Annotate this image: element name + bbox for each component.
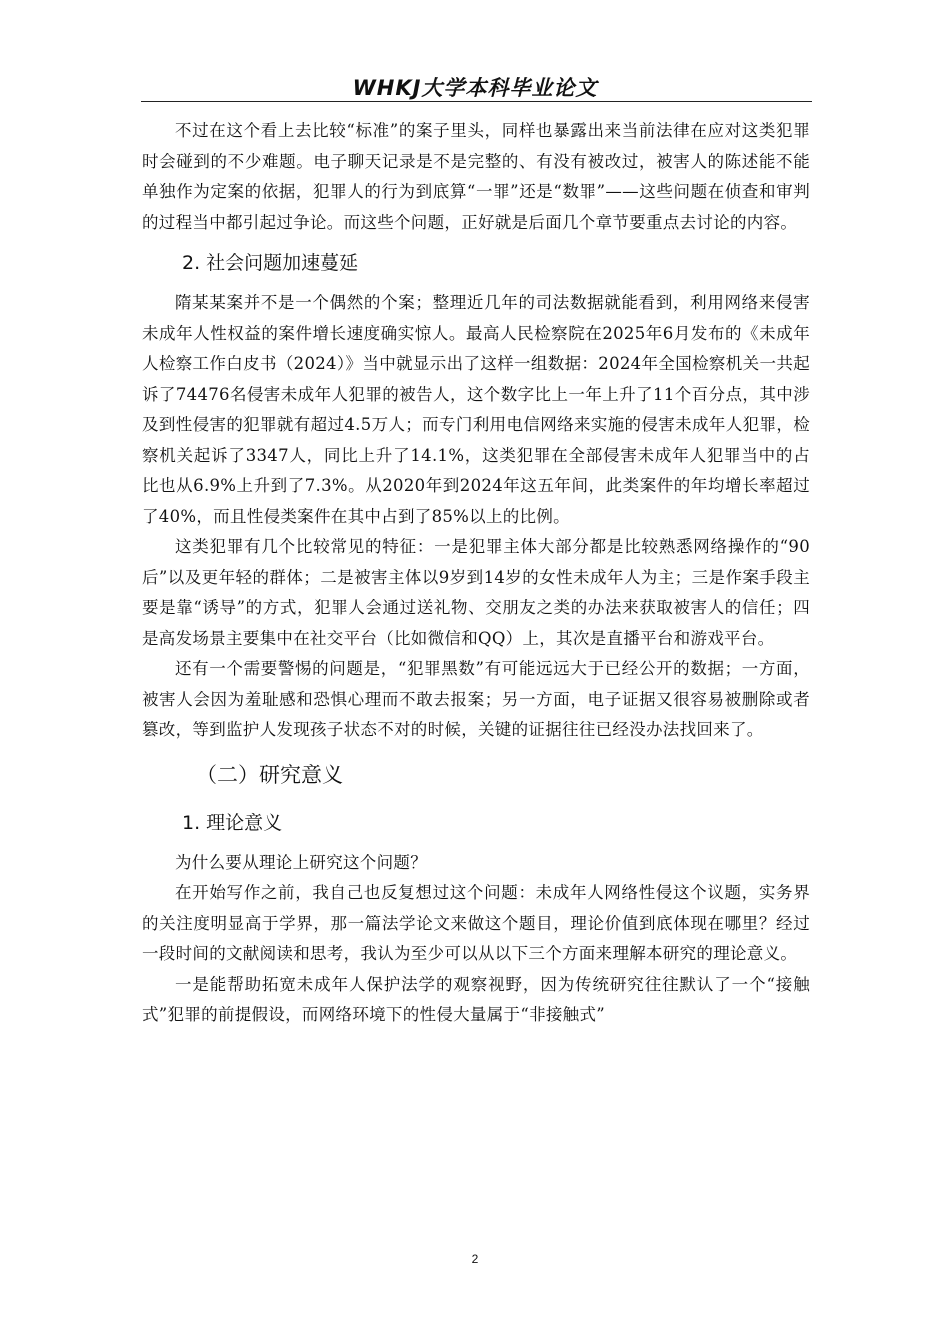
header-divider (141, 101, 812, 102)
section-heading-research-significance: （二）研究意义 (196, 762, 343, 787)
paragraph-5: 为什么要从理论上研究这个问题？ (175, 852, 427, 872)
paragraph-2: 隋某某案并不是一个偶然的个案；整理近几年的司法数据就能看到，利用网络来侵害未成年人性权益的案件增长速度确实惊人。最高人民检察院在2025年6月发布的《未成年人检察工作白皮书（2024）》当中就显示出了这样一组数据：2024年全国检察机关一共起诉了74476名侵害未成年人犯罪的被告人，这个数字比上一年上升了11个百分点，其中涉及到性侵害的犯罪就有超过4.5万人；而专门利用电信网络来实施的侵害未成年人犯罪，检察机关起诉了3347人，同比上升了14.1%，这类犯罪在全部侵害未成年人犯罪当中的占比也从6.9%上升到了7.3%。从2020年到2024年这五年间，此类案件的年均增长率超过了40%，而且性侵类案件在其中占到了85%以上的比例。 (142, 293, 810, 526)
paragraph-3: 这类犯罪有几个比较常见的特征：一是犯罪主体大部分都是比较熟悉网络操作的“90后”以及更年轻的群体；二是被害主体以9岁到14岁的女性未成年人为主；三是作案手段主要是靠“诱导”的方式，犯罪人会通过送礼物、交朋友之类的办法来获取被害人的信任；四是高发场景主要集中在社交平台（比如微信和QQ）上，其次是直播平台和游戏平台。 (142, 537, 810, 648)
body-content (142, 116, 810, 1031)
paragraph-4: 还有一个需要警惕的问题是，“犯罪黑数”有可能远远大于已经公开的数据；一方面，被害人会因为羞耻感和恐惧心理而不敢去报案；另一方面，电子证据又很容易被删除或者篡改，等到监护人发现孩子状态不对的时候，关键的证据往往已经没办法找回来了。 (142, 659, 810, 739)
subheading-1-theoretical-significance: 1. 理论意义 (182, 811, 283, 834)
running-header-title: WHKJ大学本科毕业论文 (352, 76, 598, 100)
subheading-2-social-problem: 2. 社会问题加速蔓延 (182, 252, 359, 274)
paragraph-7: 一是能帮助拓宽未成年人保护法学的观察视野，因为传统研究往往默认了一个“接触式”犯罪的前提假设，而网络环境下的性侵大量属于“非接触式” (142, 974, 810, 1024)
paragraph-6: 在开始写作之前，我自己也反复想过这个问题：未成年人网络性侵这个议题，实务界的关注度明显高于学界，那一篇法学论文来做这个题目，理论价值到底体现在哪里？经过一段时间的文献阅读和思考，我认为至少可以从以下三个方面来理解本研究的理论意义。 (142, 883, 810, 963)
page-number: 2 (471, 1252, 479, 1266)
paragraph-1: 不过在这个看上去比较“标准”的案子里头，同样也暴露出来当前法律在应对这类犯罪时会碰到的不少难题。电子聊天记录是不是完整的、有没有被改过，被害人的陈述能不能单独作为定案的依据，犯罪人的行为到底算“一罪”还是“数罪”——这些问题在侦查和审判的过程当中都引起过争论。而这些个问题，正好就是后面几个章节要重点去讨论的内容。 (142, 121, 810, 232)
